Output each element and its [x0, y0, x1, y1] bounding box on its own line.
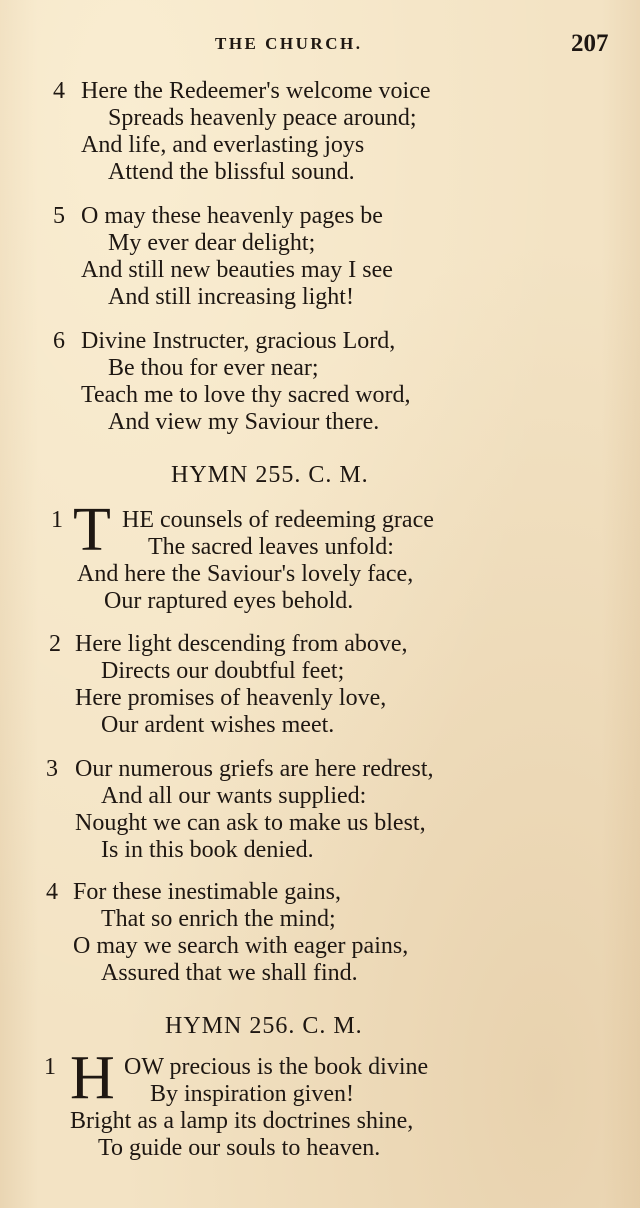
verse-line: Our raptured eyes behold. [104, 588, 354, 614]
verse-line: Here promises of heavenly love, [75, 685, 387, 711]
stanza-number: 4 [46, 879, 58, 905]
verse-line: Is in this book denied. [101, 837, 314, 863]
stanza-number: 1 [51, 507, 63, 533]
verse-line: Directs our doubtful feet; [101, 658, 345, 684]
verse-line: Assured that we shall find. [101, 960, 358, 986]
page-number: 207 [571, 30, 609, 57]
drop-cap: H [70, 1044, 115, 1112]
verse-line: And all our wants supplied: [101, 783, 367, 809]
running-title: THE CHURCH. [215, 34, 363, 53]
verse-line: Here light descending from above, [75, 631, 408, 657]
stanza-number: 5 [53, 203, 65, 229]
verse-line: Spreads heavenly peace around; [108, 105, 417, 131]
verse-line: For these inestimable gains, [73, 879, 341, 905]
verse-line: To guide our souls to heaven. [98, 1135, 381, 1161]
hymn-title: HYMN 256. C. M. [165, 1013, 363, 1039]
running-head [0, 30, 640, 60]
verse-line: Here the Redeemer's welcome voice [81, 78, 431, 104]
verse-line: By inspiration given! [150, 1081, 354, 1107]
verse-line: Attend the blissful sound. [108, 159, 355, 185]
verse-line: My ever dear delight; [108, 230, 316, 256]
verse-line: Teach me to love thy sacred word, [81, 382, 411, 408]
verse-line: Our ardent wishes meet. [101, 712, 335, 738]
verse-line: Nought we can ask to make us blest, [75, 810, 426, 836]
stanza-number: 1 [44, 1054, 56, 1080]
verse-line: Bright as a lamp its doctrines shine, [70, 1108, 414, 1134]
stanza-number: 3 [46, 756, 58, 782]
stanza-number: 2 [49, 631, 61, 657]
verse-line: And life, and everlasting joys [81, 132, 365, 158]
verse-line: OW precious is the book divine [124, 1054, 429, 1080]
verse-line: O may we search with eager pains, [73, 933, 409, 959]
verse-line: And here the Saviour's lovely face, [77, 561, 414, 587]
verse-line: Divine Instructer, gracious Lord, [81, 328, 396, 354]
verse-line: And still increasing light! [108, 284, 354, 310]
verse-line: The sacred leaves unfold: [148, 534, 394, 560]
stanza-number: 4 [53, 78, 65, 104]
verse-line: And view my Saviour there. [108, 409, 380, 435]
verse-line: Our numerous griefs are here redrest, [75, 756, 434, 782]
stanza-number: 6 [53, 328, 65, 354]
verse-line: HE counsels of redeeming grace [122, 507, 434, 533]
verse-line: And still new beauties may I see [81, 257, 393, 283]
verse-line: Be thou for ever near; [108, 355, 319, 381]
verse-line: That so enrich the mind; [101, 906, 336, 932]
verse-line: O may these heavenly pages be [81, 203, 383, 229]
drop-cap: T [73, 496, 111, 564]
hymn-title: HYMN 255. C. M. [171, 462, 369, 488]
